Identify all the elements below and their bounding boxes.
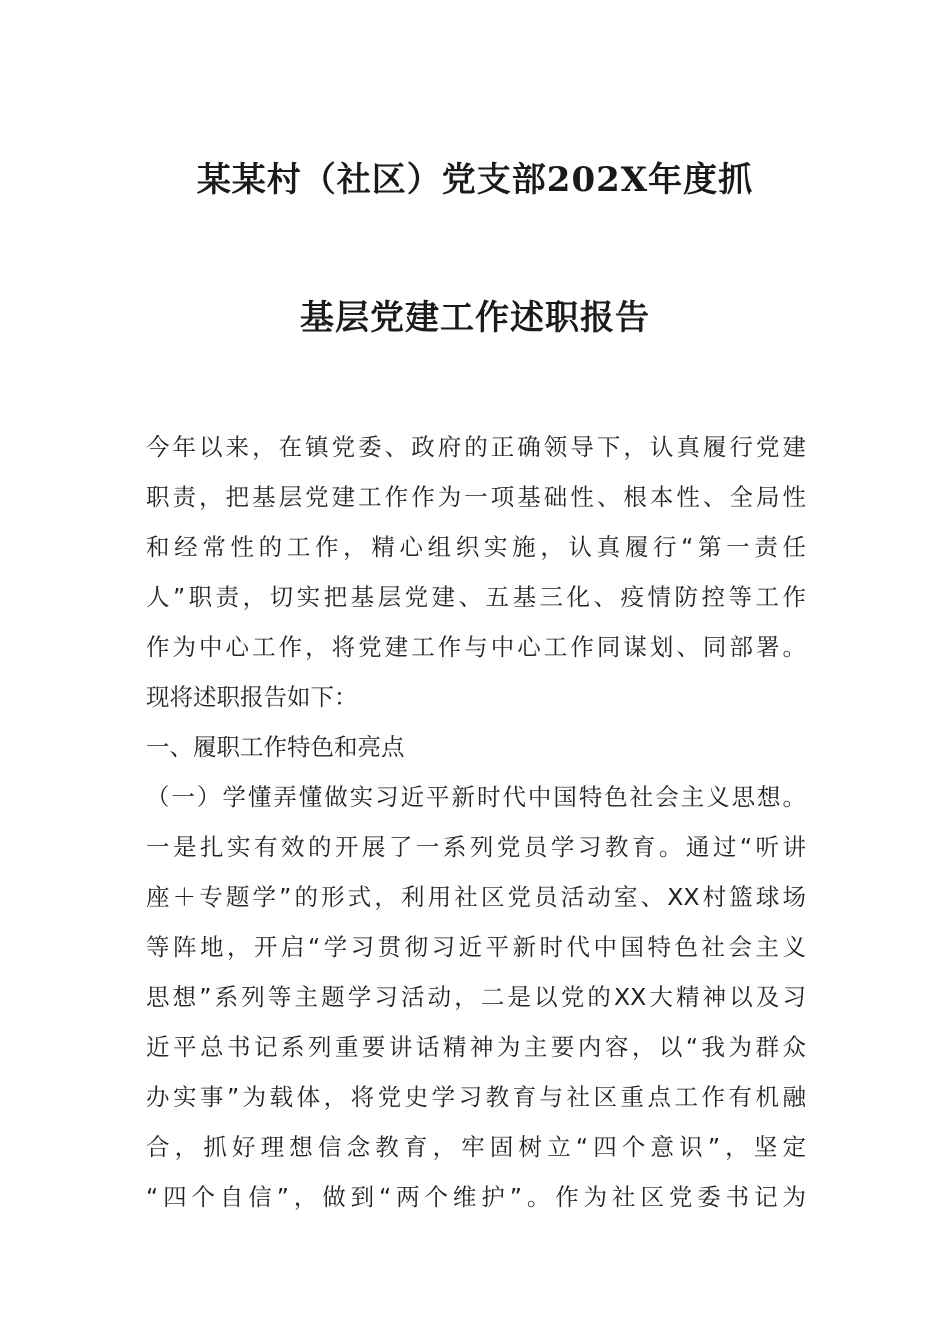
- body-text-line: 等阵地，开启“学习贯彻习近平新时代中国特色社会主义: [146, 933, 806, 961]
- body-text-line: 现将述职报告如下：: [146, 683, 358, 711]
- body-text-line: 一是扎实有效的开展了一系列党员学习教育。通过“听讲: [146, 833, 806, 861]
- document-title-line-1: 某某村（社区）党支部202X年度抓: [196, 160, 754, 200]
- body-text-line: 和经常性的工作，精心组织实施，认真履行“第一责任: [146, 533, 806, 561]
- body-text-line: “四个自信”，做到“两个维护”。作为社区党委书记为: [146, 1183, 806, 1211]
- section-heading: 一、履职工作特色和亮点: [146, 733, 405, 761]
- body-text-line: 近平总书记系列重要讲话精神为主要内容，以“我为群众: [146, 1033, 806, 1061]
- body-text-line: 作为中心工作，将党建工作与中心工作同谋划、同部署。: [146, 633, 806, 661]
- body-text-line: 合，抓好理想信念教育，牢固树立“四个意识”，坚定: [146, 1133, 806, 1161]
- body-text-line: 人”职责，切实把基层党建、五基三化、疫情防控等工作: [146, 583, 806, 611]
- document-title-line-2: 基层党建工作述职报告: [300, 298, 650, 338]
- body-text-line: 职责，把基层党建工作作为一项基础性、根本性、全局性: [146, 483, 806, 511]
- body-text-line: 思想”系列等主题学习活动，二是以党的XX大精神以及习: [146, 983, 806, 1011]
- body-text-line: 今年以来，在镇党委、政府的正确领导下，认真履行党建: [146, 433, 806, 461]
- body-text-line: 办实事”为载体，将党史学习教育与社区重点工作有机融: [146, 1083, 806, 1111]
- subsection-heading: （一）学懂弄懂做实习近平新时代中国特色社会主义思想。: [146, 783, 806, 811]
- body-text-line: 座＋专题学”的形式，利用社区党员活动室、XX村篮球场: [146, 883, 806, 911]
